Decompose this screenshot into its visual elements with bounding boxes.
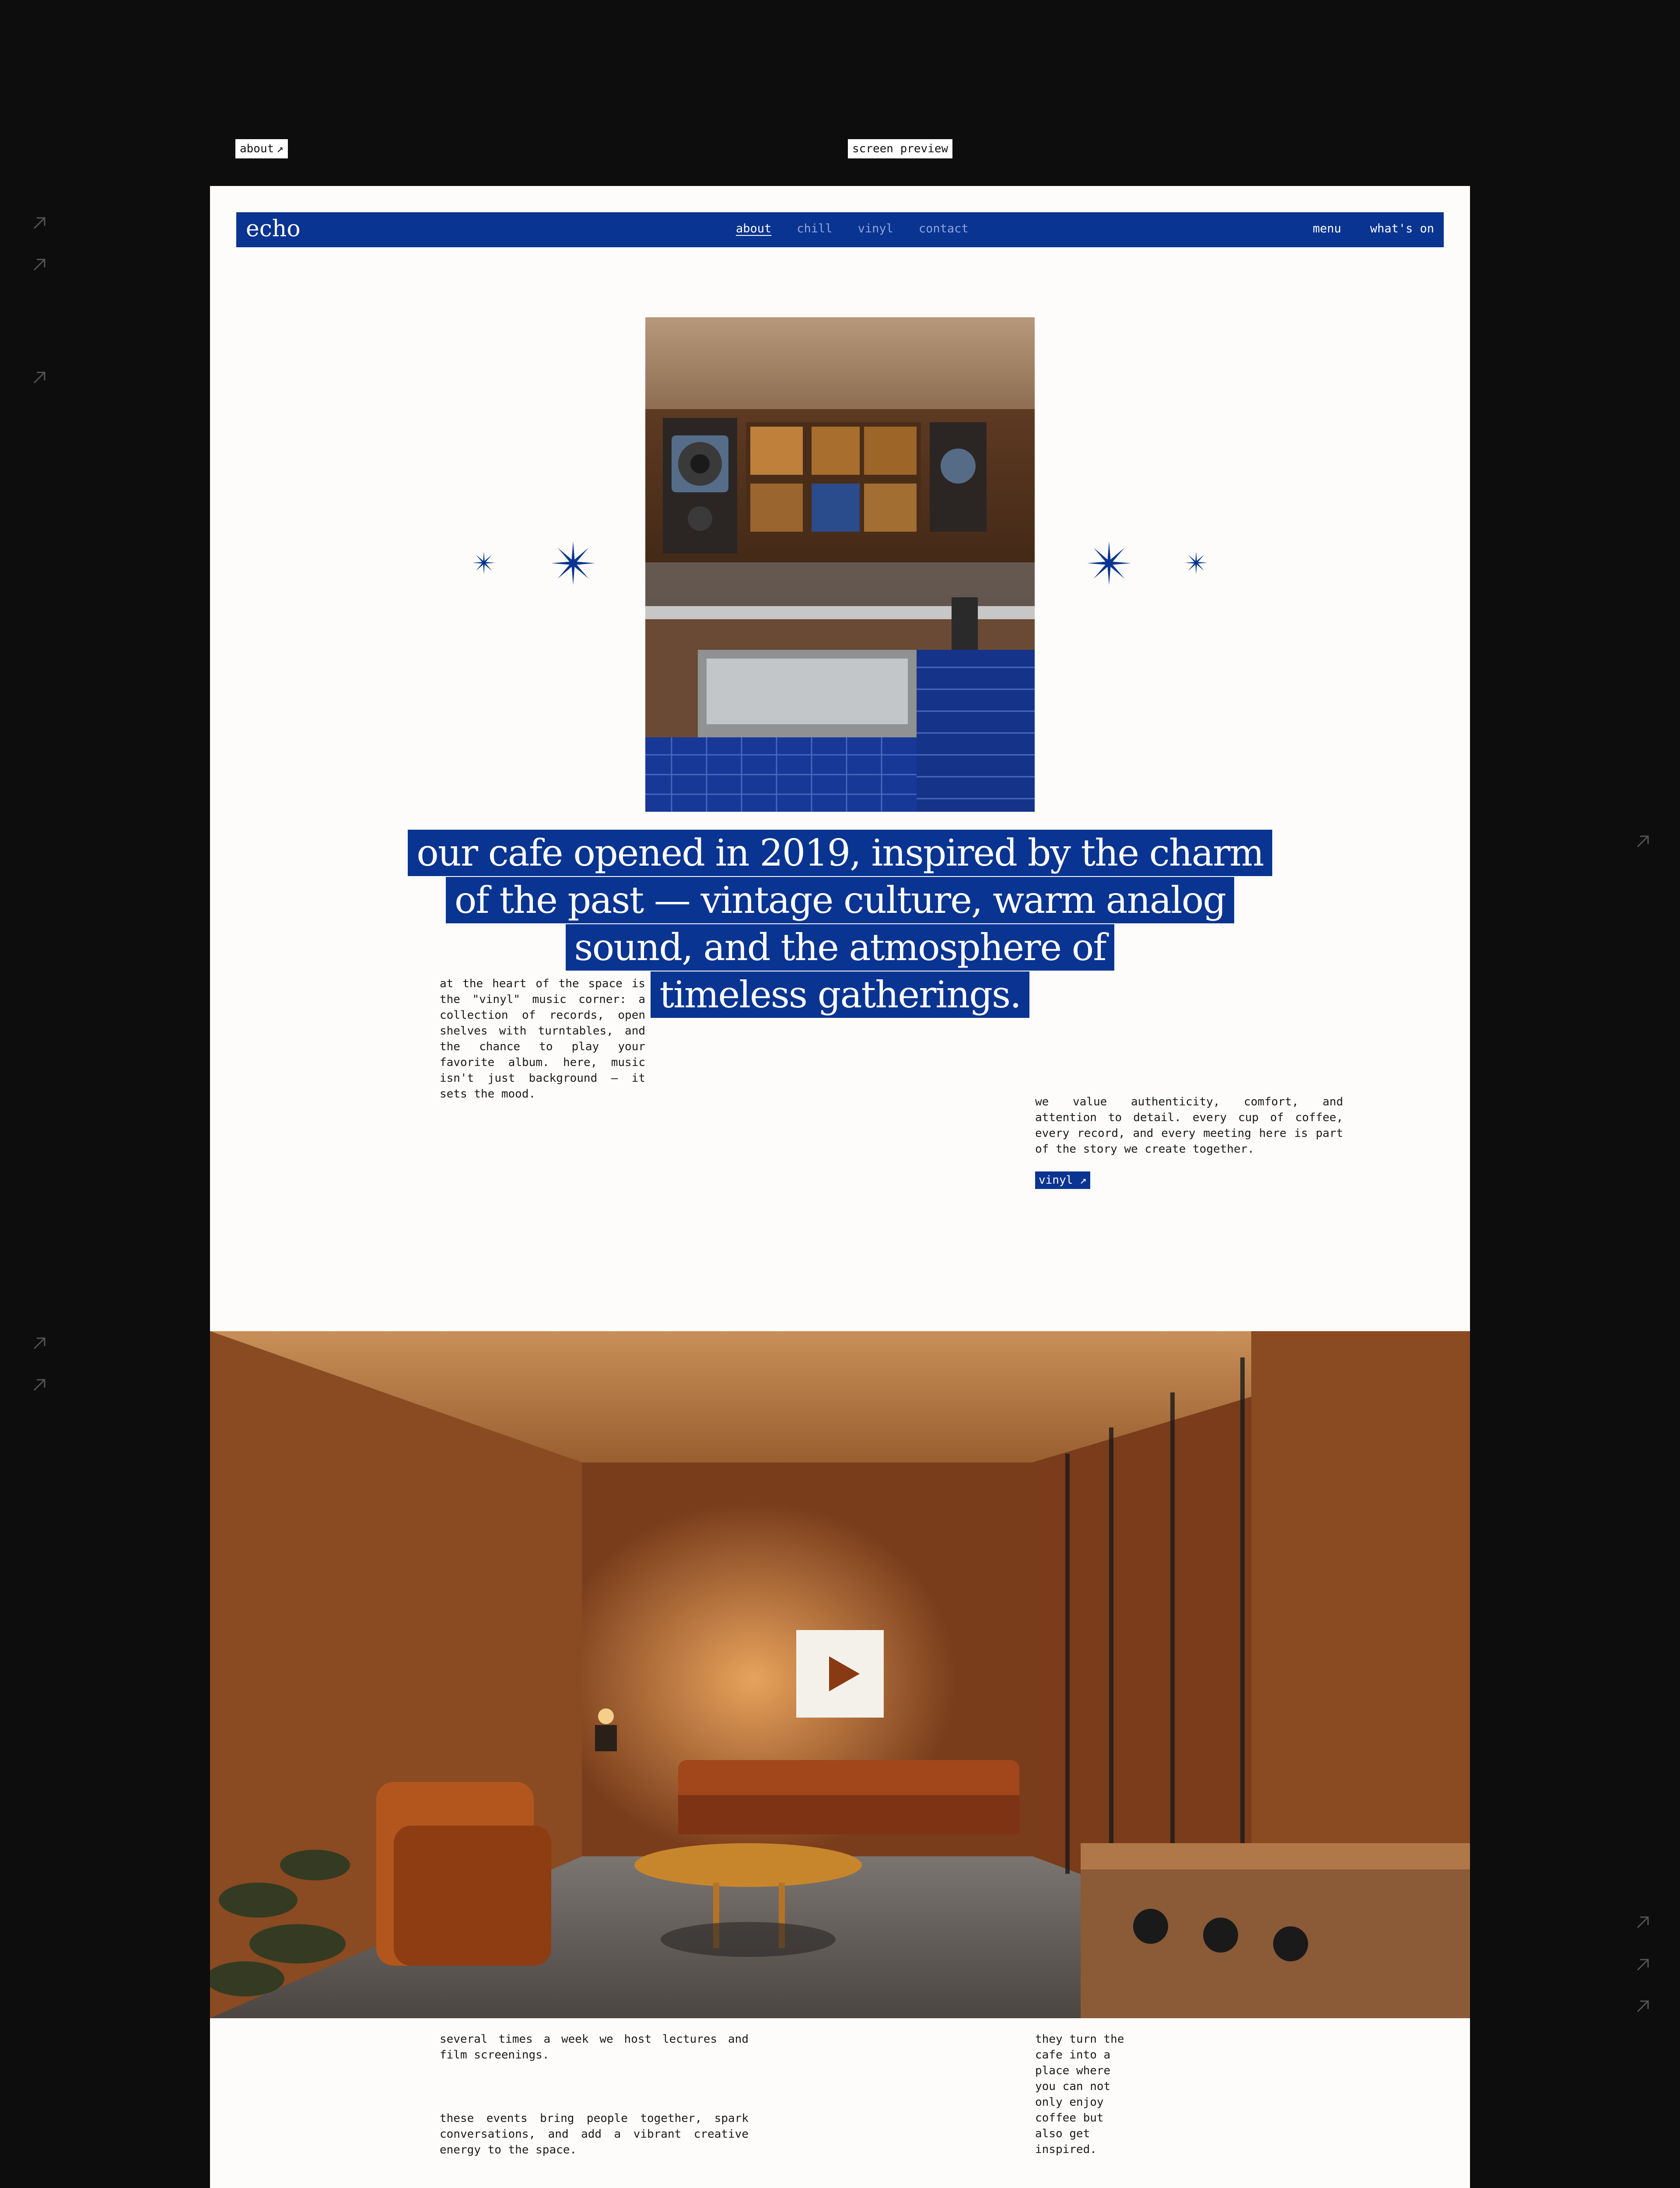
nav-links [736,222,969,235]
arrow-up-right-icon: ↗ [276,142,284,155]
headline-line: our cafe opened in 2019, inspired by the charm [408,830,1272,876]
nav-link-about[interactable]: about [736,222,772,235]
play-button[interactable] [796,1630,884,1718]
starburst-icon [1087,541,1131,585]
play-icon [796,1630,884,1718]
vinyl-corner-text: at the heart of the space is the "vinyl" music corner: a collection of records, open shelves with turntables, and the chance to play your favorite album. here, music isn't just background — it sets the mood. [440,977,645,1101]
starburst-icon [1185,551,1208,574]
about-link[interactable] [235,139,288,158]
arrow-up-right-icon [31,214,48,232]
nav-right [1313,222,1434,235]
vinyl-link-label: vinyl [1039,1174,1073,1187]
nav-whats-on[interactable]: what's on [1370,222,1434,235]
headline-line: sound, and the atmosphere of [566,924,1115,971]
headline-line: of the past — vintage culture, warm analog [446,877,1234,923]
nav-link-vinyl[interactable]: vinyl [858,222,893,235]
nav-menu[interactable]: menu [1312,222,1341,235]
hero-cafe-photo [645,317,1035,812]
arrow-up-right-icon [1634,1914,1652,1931]
arrow-up-right-icon [31,256,48,274]
values-text: we value authenticity, comfort, and attention to detail. every cup of coffee, every record, and every meeting here is part of the story we create together. [1035,1095,1343,1156]
arrow-up-right-icon [31,1376,48,1394]
starburst-icon [472,551,495,574]
arrow-up-right-icon [31,369,48,386]
starburst-icon [551,541,595,585]
inspire-text: they turn the cafe into a place where you can not only enjoy coffee but also get inspired. [1035,2033,1124,2156]
brand-logo[interactable]: echo [246,216,301,242]
events-text-2: these events bring people together, spark conversations, and add a vibrant creative energy to the space. [440,2112,749,2156]
nav-link-contact[interactable]: contact [918,222,969,235]
arrow-up-right-icon [1634,1998,1652,2015]
page [210,186,1470,2188]
headline-line: timeless gatherings. [651,971,1029,1018]
top-nav [236,212,1444,247]
nav-link-chill[interactable]: chill [797,222,833,235]
vinyl-link[interactable] [1035,1171,1090,1189]
screen-preview-text: screen preview [852,142,948,155]
arrow-up-right-icon [31,1335,48,1352]
arrow-up-right-icon: ↗ [1079,1174,1087,1187]
events-text-1: several times a week we host lectures and film screenings. [440,2033,749,2062]
about-link-label: about [240,142,274,155]
arrow-up-right-icon [1634,1956,1652,1974]
screen-preview-label [848,139,952,158]
arrow-up-right-icon [1634,833,1652,850]
